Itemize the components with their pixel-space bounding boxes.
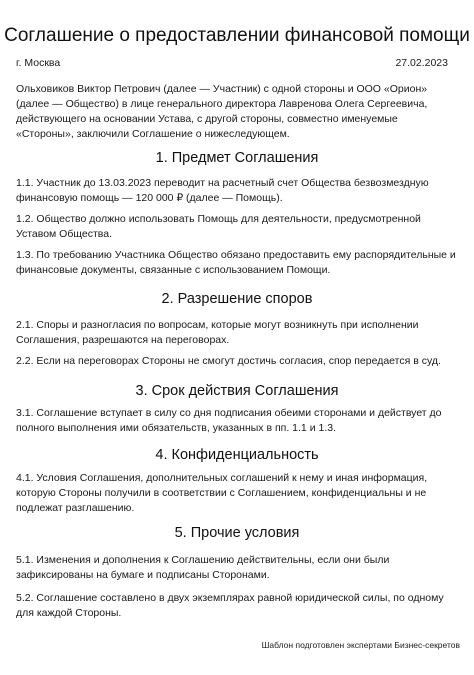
- section-heading-term: 3. Срок действия Соглашения: [135, 383, 339, 399]
- clause-3-1: 3.1. Соглашение вступает в силу со дня подписания обеими сторонами и действует до полного выполнения ими обязательств, указанных в пп. 1.1 и 1.3.: [16, 407, 442, 434]
- clause-2-1: 2.1. Споры и разногласия по вопросам, которые могут возникнуть при исполнении Соглашения, разрешаются на переговорах.: [16, 319, 419, 346]
- template-footer-note: Шаблон подготовлен экспертами Бизнес-секретов: [261, 640, 460, 650]
- section-heading-confidentiality: 4. Конфиденциальность: [155, 447, 319, 463]
- clause-2-2: 2.2. Если на переговорах Стороны не смогут достичь согласия, спор передается в суд.: [16, 355, 441, 367]
- clause-5-1: 5.1. Изменения и дополнения к Соглашению действительны, если они были зафиксированы на бумаге и подписаны Сторонами.: [16, 554, 390, 581]
- clause-4-1: 4.1. Условия Соглашения, дополнительных соглашений к нему и иная информация, которую Стороны получили в соответствии с Соглашением, конфиденциальны и не подлежат разглашению.: [16, 472, 428, 514]
- clause-1-3: 1.3. По требованию Участника Общество обязано предоставить ему распорядительные и финансовые документы, связанные с использованием Помощи.: [16, 249, 456, 276]
- clause-1-2: 1.2. Общество должно использовать Помощь для деятельности, предусмотренной Уставом Общества.: [16, 213, 421, 240]
- document-date: 27.02.2023: [395, 57, 448, 69]
- city-label: г. Москва: [16, 57, 61, 69]
- preamble-paragraph: Ольховиков Виктор Петрович (далее — Участник) с одной стороны и ООО «Орион» (далее — Общество) в лице генерального директора Лавренова Олега Сергеевича, действующего на основании Устава, с другой стороны, совместно именуемые «Стороны», заключили Соглашение о нижеследующем.: [16, 83, 428, 140]
- place-date-row: [16, 56, 448, 70]
- clause-5-2: 5.2. Соглашение составлено в двух экземплярах равной юридической силы, по одному для каждой Стороны.: [16, 592, 444, 619]
- section-heading-other: 5. Прочие условия: [174, 525, 300, 541]
- section-heading-subject: 1. Предмет Соглашения: [155, 150, 319, 166]
- clause-1-1: 1.1. Участник до 13.03.2023 переводит на расчетный счет Общества безвозмездную финансовую помощь — 120 000 ₽ (далее — Помощь).: [16, 177, 429, 204]
- section-heading-disputes: 2. Разрешение споров: [161, 291, 313, 307]
- document-title: Соглашение о предоставлении финансовой помощи: [4, 25, 470, 46]
